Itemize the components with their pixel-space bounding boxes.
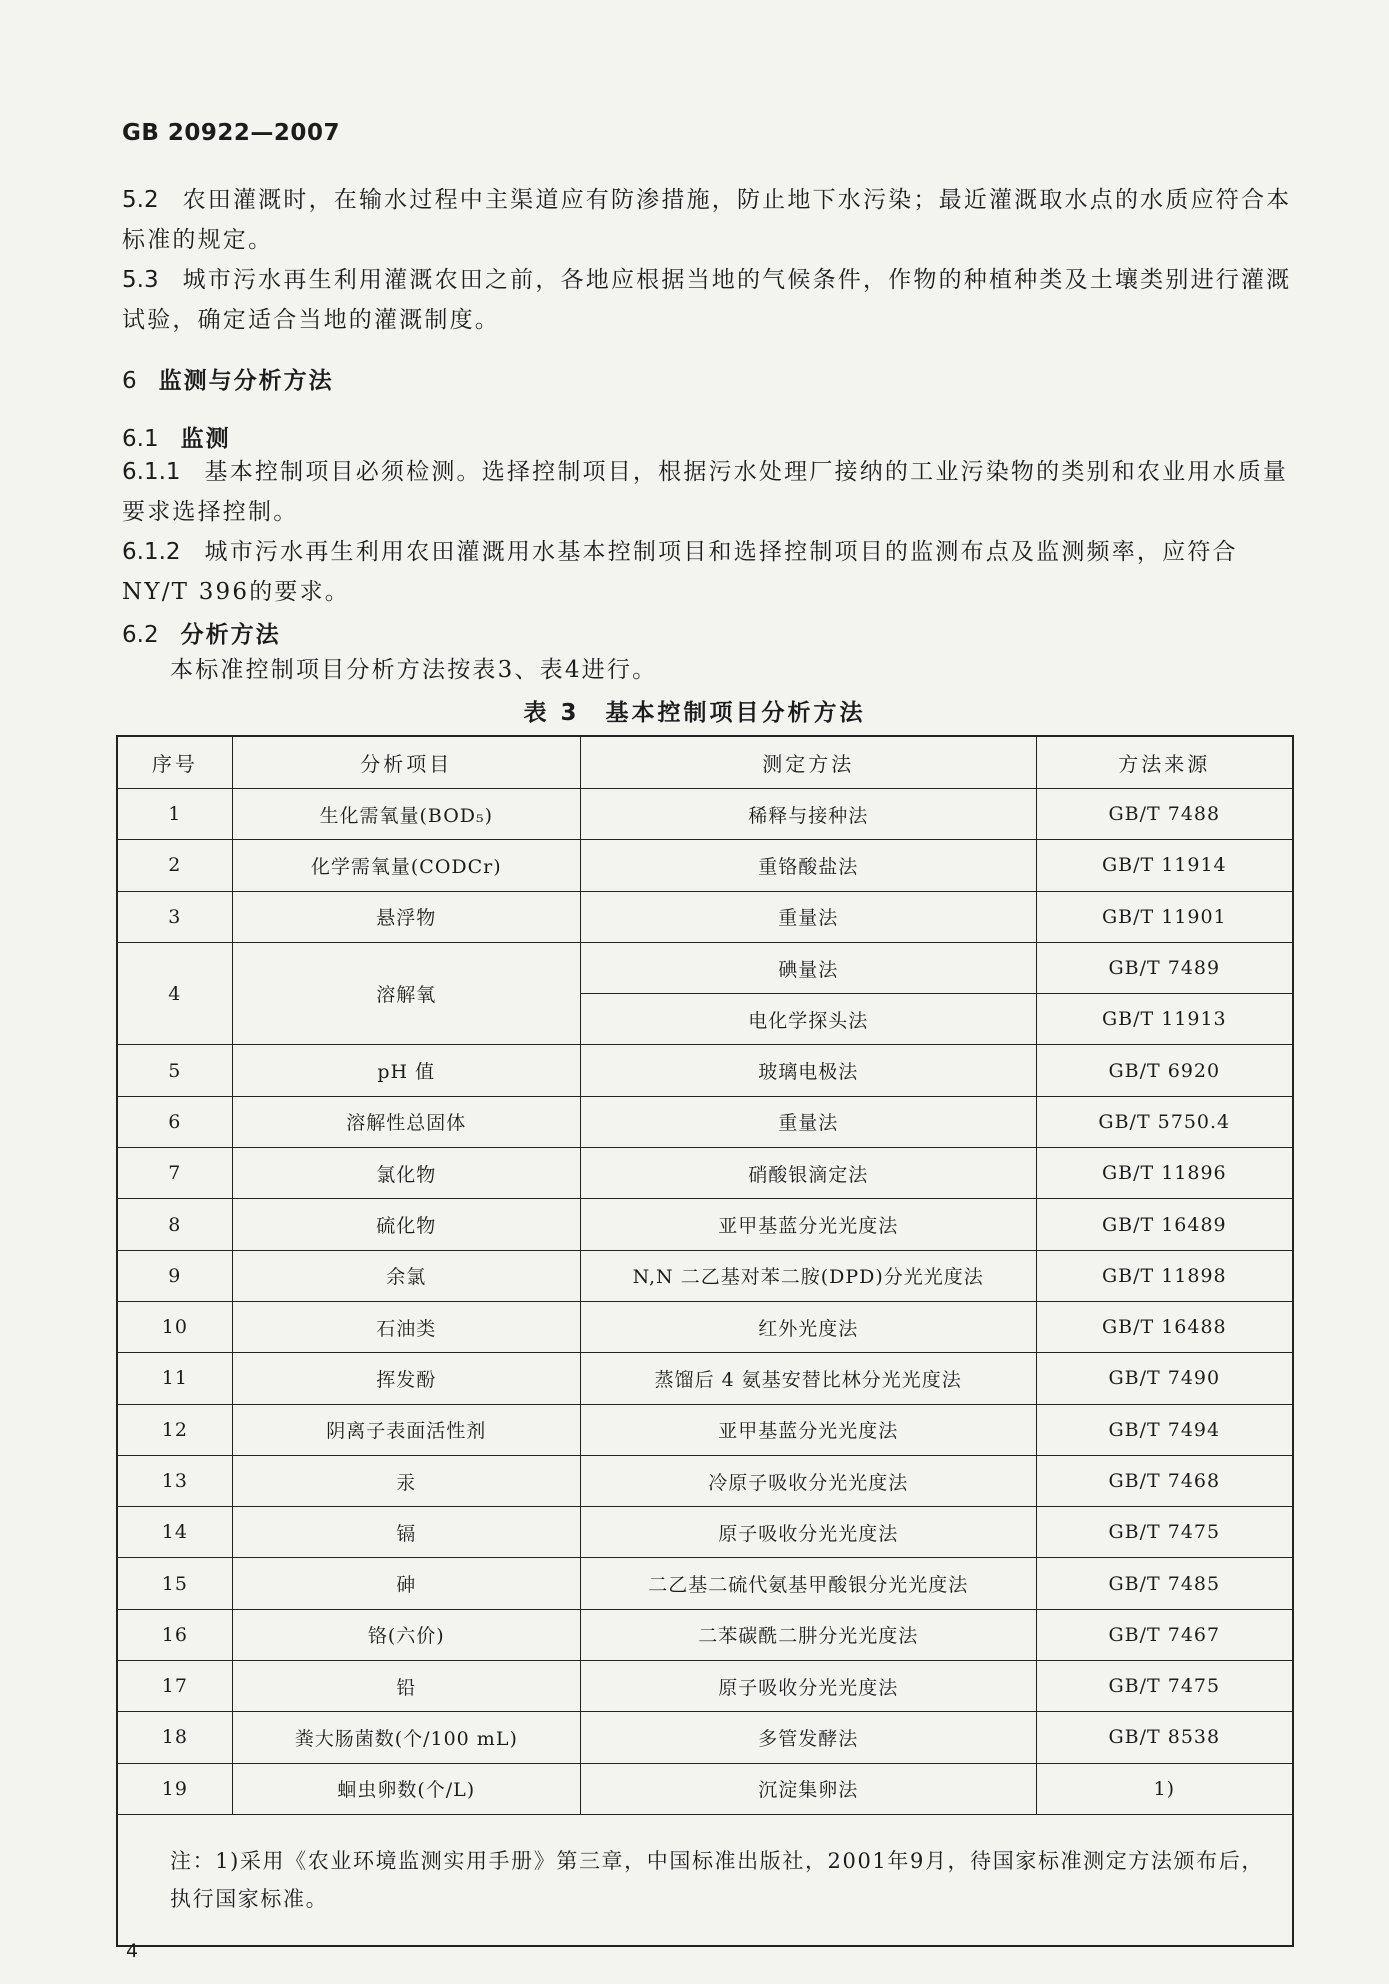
cell-item: 阴离子表面活性剂	[232, 1404, 580, 1455]
cell-item: 氯化物	[232, 1148, 580, 1199]
cell-no: 15	[117, 1558, 232, 1609]
cell-source: GB/T 5750.4	[1036, 1096, 1293, 1147]
table-row	[117, 789, 1293, 840]
table-row	[117, 891, 1293, 942]
clause-text: 城市污水再生利用农田灌溉用水基本控制项目和选择控制项目的监测布点及监测频率，应符合NY/T 396的要求。	[122, 539, 1238, 605]
cell-source: GB/T 7475	[1036, 1507, 1293, 1558]
cell-method: 玻璃电极法	[580, 1045, 1036, 1096]
cell-item: 铬(六价)	[232, 1609, 580, 1660]
cell-item: 硫化物	[232, 1199, 580, 1250]
table-row	[117, 1455, 1293, 1506]
cell-item: 砷	[232, 1558, 580, 1609]
table-row	[117, 1558, 1293, 1609]
cell-method: 红外光度法	[580, 1301, 1036, 1352]
cell-method: 重铬酸盐法	[580, 840, 1036, 891]
cell-no: 18	[117, 1712, 232, 1763]
cell-no: 2	[117, 840, 232, 891]
cell-source: GB/T 7490	[1036, 1353, 1293, 1404]
clause-5-2	[122, 180, 1292, 260]
cell-source: GB/T 7489	[1036, 942, 1293, 993]
cell-no: 4	[117, 942, 232, 1045]
cell-item: 粪大肠菌数(个/100 mL)	[232, 1712, 580, 1763]
clause-text: 基本控制项目必须检测。选择控制项目，根据污水处理厂接纳的工业污染物的类别和农业用水质量要求选择控制。	[122, 459, 1289, 525]
cell-method: 电化学探头法	[580, 994, 1036, 1045]
cell-method: 多管发酵法	[580, 1712, 1036, 1763]
clause-number: 5.2	[122, 187, 159, 213]
cell-item: 挥发酚	[232, 1353, 580, 1404]
section-number: 6.1	[122, 426, 159, 452]
section-number: 6	[122, 368, 137, 394]
cell-source: GB/T 16489	[1036, 1199, 1293, 1250]
cell-item: 溶解性总固体	[232, 1096, 580, 1147]
cell-no: 5	[117, 1045, 232, 1096]
table-row	[117, 1301, 1293, 1352]
cell-no: 14	[117, 1507, 232, 1558]
section-title: 分析方法	[180, 622, 281, 648]
cell-item: 石油类	[232, 1301, 580, 1352]
cell-method: 冷原子吸收分光光度法	[580, 1455, 1036, 1506]
clause-6-2-text: 本标准控制项目分析方法按表3、表4进行。	[170, 657, 658, 683]
cell-no: 8	[117, 1199, 232, 1250]
section-6-2-heading	[122, 616, 281, 649]
cell-item: 蛔虫卵数(个/L)	[232, 1763, 580, 1814]
header-method: 测定方法	[580, 736, 1036, 789]
standard-code: GB 20922—2007	[122, 120, 340, 146]
cell-method: 原子吸收分光光度法	[580, 1661, 1036, 1712]
cell-source: GB/T 11914	[1036, 840, 1293, 891]
section-6-heading	[122, 362, 334, 395]
cell-source: GB/T 11898	[1036, 1250, 1293, 1301]
cell-method: 沉淀集卵法	[580, 1763, 1036, 1814]
cell-method: 重量法	[580, 891, 1036, 942]
cell-item: 生化需氧量(BOD₅)	[232, 789, 580, 840]
clause-text: 农田灌溉时，在输水过程中主渠道应有防渗措施，防止地下水污染；最近灌溉取水点的水质应符合本标准的规定。	[122, 187, 1292, 253]
header-item: 分析项目	[232, 736, 580, 789]
table-row	[117, 1712, 1293, 1763]
cell-source: GB/T 7485	[1036, 1558, 1293, 1609]
cell-method: N,N 二乙基对苯二胺(DPD)分光光度法	[580, 1250, 1036, 1301]
cell-source: GB/T 8538	[1036, 1712, 1293, 1763]
cell-source: GB/T 7468	[1036, 1455, 1293, 1506]
cell-no: 13	[117, 1455, 232, 1506]
clause-text: 城市污水再生利用灌溉农田之前，各地应根据当地的气候条件，作物的种植种类及土壤类别进行灌溉试验，确定适合当地的灌溉制度。	[122, 267, 1292, 333]
clause-5-3	[122, 260, 1292, 340]
analysis-methods-table	[116, 735, 1294, 1947]
header-source: 方法来源	[1036, 736, 1293, 789]
section-title: 监测	[180, 426, 231, 452]
cell-source: GB/T 7494	[1036, 1404, 1293, 1455]
table-note-row	[117, 1814, 1293, 1946]
cell-source: GB/T 6920	[1036, 1045, 1293, 1096]
cell-method: 硝酸银滴定法	[580, 1148, 1036, 1199]
cell-item: pH 值	[232, 1045, 580, 1096]
table-row	[117, 840, 1293, 891]
table-row	[117, 1763, 1293, 1814]
cell-method: 亚甲基蓝分光光度法	[580, 1199, 1036, 1250]
table-header-row	[117, 736, 1293, 789]
section-number: 6.2	[122, 622, 159, 648]
cell-method: 亚甲基蓝分光光度法	[580, 1404, 1036, 1455]
clause-number: 6.1.2	[122, 539, 181, 565]
page-number: 4	[126, 1940, 139, 1962]
section-6-1-heading	[122, 420, 231, 453]
table-note: 注：1)采用《农业环境监测实用手册》第三章，中国标准出版社，2001年9月，待国家标准测定方法颁布后，执行国家标准。	[117, 1814, 1293, 1946]
cell-no: 6	[117, 1096, 232, 1147]
table-row	[117, 1507, 1293, 1558]
cell-item: 汞	[232, 1455, 580, 1506]
cell-source: GB/T 11901	[1036, 891, 1293, 942]
table-row	[117, 1609, 1293, 1660]
cell-no: 19	[117, 1763, 232, 1814]
table-row	[117, 1661, 1293, 1712]
cell-source: GB/T 7475	[1036, 1661, 1293, 1712]
cell-no: 11	[117, 1353, 232, 1404]
cell-no: 16	[117, 1609, 232, 1660]
cell-item: 余氯	[232, 1250, 580, 1301]
cell-source: GB/T 7467	[1036, 1609, 1293, 1660]
table-row	[117, 1045, 1293, 1096]
section-title: 监测与分析方法	[158, 368, 334, 394]
cell-method: 二乙基二硫代氨基甲酸银分光光度法	[580, 1558, 1036, 1609]
cell-source: GB/T 7488	[1036, 789, 1293, 840]
cell-method: 重量法	[580, 1096, 1036, 1147]
cell-method: 原子吸收分光光度法	[580, 1507, 1036, 1558]
cell-item: 镉	[232, 1507, 580, 1558]
table-row	[117, 1250, 1293, 1301]
clause-number: 6.1.1	[122, 459, 181, 485]
cell-no: 3	[117, 891, 232, 942]
cell-source: GB/T 16488	[1036, 1301, 1293, 1352]
cell-no: 1	[117, 789, 232, 840]
cell-method: 碘量法	[580, 942, 1036, 993]
table-row	[117, 1353, 1293, 1404]
cell-item: 溶解氧	[232, 942, 580, 1045]
table-row	[117, 942, 1293, 993]
cell-no: 10	[117, 1301, 232, 1352]
table-caption: 表 3 基本控制项目分析方法	[523, 700, 866, 726]
cell-source: GB/T 11896	[1036, 1148, 1293, 1199]
clause-number: 5.3	[122, 267, 159, 293]
cell-item: 化学需氧量(CODCr)	[232, 840, 580, 891]
cell-no: 17	[117, 1661, 232, 1712]
cell-no: 7	[117, 1148, 232, 1199]
table-row	[117, 1199, 1293, 1250]
clause-6-1-1	[122, 452, 1292, 532]
clause-6-1-2	[122, 532, 1292, 612]
cell-item: 悬浮物	[232, 891, 580, 942]
table-row	[117, 1148, 1293, 1199]
cell-method: 蒸馏后 4 氨基安替比林分光光度法	[580, 1353, 1036, 1404]
header-no: 序号	[117, 736, 232, 789]
cell-method: 稀释与接种法	[580, 789, 1036, 840]
cell-no: 9	[117, 1250, 232, 1301]
cell-no: 12	[117, 1404, 232, 1455]
cell-item: 铅	[232, 1661, 580, 1712]
table-row	[117, 1404, 1293, 1455]
table-row	[117, 1096, 1293, 1147]
cell-source: GB/T 11913	[1036, 994, 1293, 1045]
cell-source: 1)	[1036, 1763, 1293, 1814]
cell-method: 二苯碳酰二肼分光光度法	[580, 1609, 1036, 1660]
